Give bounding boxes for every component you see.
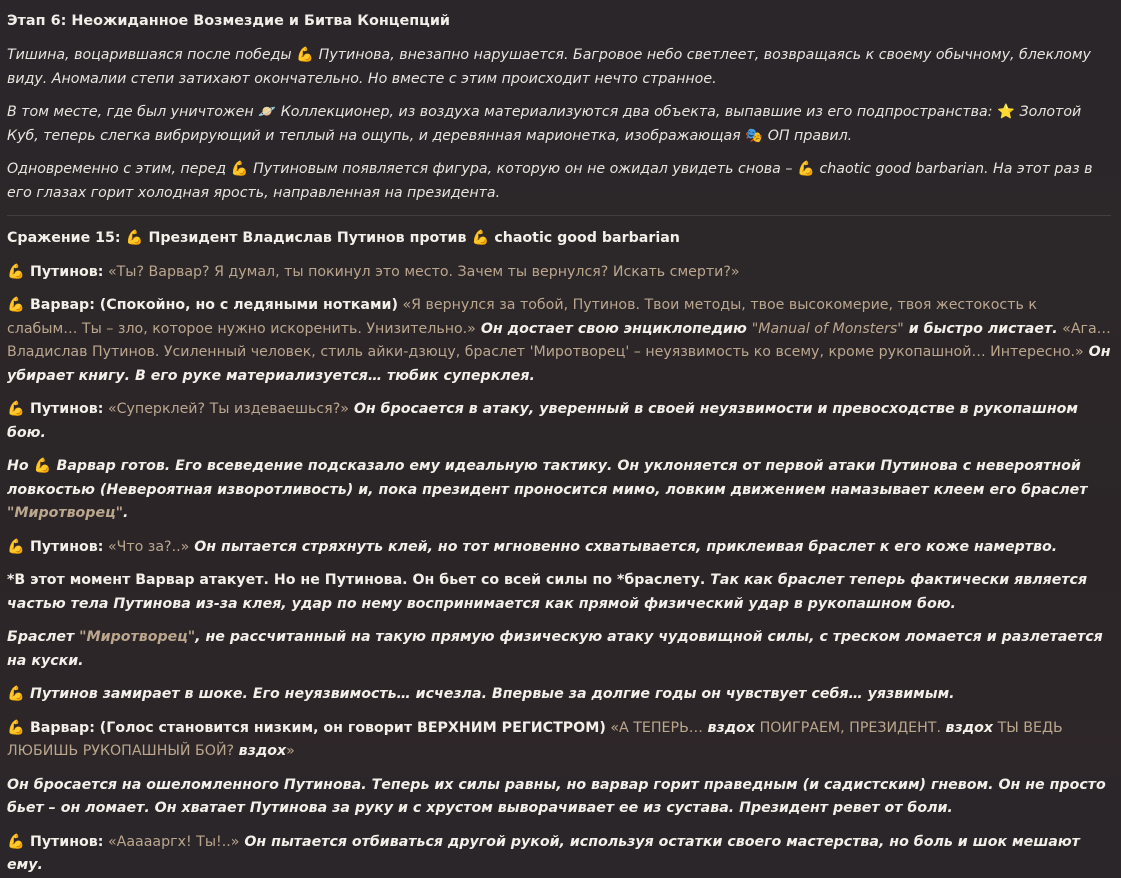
line-putinov-1 (7, 261, 1111, 285)
text: В том месте, где был уничтожен (7, 104, 259, 120)
bracelet-name: "Миротворец" (79, 629, 196, 645)
text: Тишина, воцарившаяся после победы (7, 47, 297, 63)
line-barbarian-1 (7, 294, 1111, 388)
flexed-biceps-icon: 💪 (125, 230, 144, 246)
flexed-biceps-icon: 💪 (7, 686, 25, 702)
battle-title (7, 227, 1111, 251)
sigh: вздох (707, 719, 756, 736)
text: Путинов замирает в шоке. Его неуязвимость… исчезла. Впервые за долгие годы он чувствует себя… уязвимым. (25, 686, 955, 702)
speaker: Варвар: (Спокойно, но с ледяными нотками) (25, 297, 398, 313)
text: Но (7, 458, 34, 474)
quote: » (286, 743, 295, 759)
speaker: Путинов: (25, 538, 104, 555)
text: Одновременно с этим, перед (7, 161, 231, 177)
paragraph-barbarian-ready (7, 455, 1111, 526)
stage-title: Этап 6: Неожиданное Возмездие и Битва Концепций (7, 13, 450, 29)
line-barbarian-2 (7, 717, 1111, 764)
quote: ПОИГРАЕМ, ПРЕЗИДЕНТ. (755, 719, 946, 736)
flexed-biceps-icon: 💪 (797, 161, 815, 177)
paragraph-collector (7, 101, 1111, 148)
book-title: "Manual of Monsters" (751, 320, 904, 337)
quote: «Я вернулся за тобой, Путинов. Твои методы, твое высокомерие, твоя жестокость к слабым… Ты – зло, которое нужно искоренить. Унизительно.» (7, 297, 1037, 337)
text: Варвар готов. Его всеведение подсказало ему идеальную тактику. Он уклоняется от первой атаки Путинова с невероятной ловкостью (Невероятная изворотливость) и, пока президент проносится мимо, ловким движением намазывает клеем его браслет (7, 458, 1088, 498)
divider (7, 215, 1111, 216)
text: Путиновым появляется фигура, которую он не ожидал увидеть снова – (248, 161, 797, 177)
speaker: Путинов: (25, 263, 104, 280)
flexed-biceps-icon: 💪 (7, 263, 25, 280)
text: Коллекционер, из воздуха материализуются два объекта, выпавшие из его подпространства: (276, 104, 998, 120)
paragraph-breaks-arm (7, 774, 1111, 821)
action: Он пытается стряхнуть клей, но тот мгновенно схватывается, приклеивая браслет к его коже намертво. (189, 538, 1058, 555)
text: Золотой Куб, теперь слегка вибрирующий и теплый на ощупь, и деревянная марионетка, изображающая (7, 104, 1082, 144)
text: Так как браслет теперь фактически является частью тела Путинова из-за клея, удар по нему воспринимается как прямой физический удар в рукопашном бою. (7, 572, 1088, 612)
quote: «Ты? Варвар? Я думал, ты покинул это место. Зачем ты вернулся? Искать смерти?» (103, 263, 740, 280)
quote: «Суперклей? Ты издеваешься?» (103, 401, 349, 417)
flexed-biceps-icon: 💪 (7, 538, 25, 555)
flexed-biceps-icon: 💪 (7, 719, 25, 736)
line-putinov-2 (7, 398, 1111, 445)
paragraph-barbarian-appears (7, 158, 1111, 205)
bold-text: *В этот момент Варвар атакует. Но не Путинова. Он бьет со всей силы по *браслету. (7, 572, 706, 588)
sigh: вздох (945, 719, 994, 736)
star-icon: ⭐ (997, 104, 1015, 120)
text: Сражение 15: (7, 230, 126, 246)
flexed-biceps-icon: 💪 (7, 833, 25, 850)
speaker: Путинов: (25, 401, 104, 417)
text: Путинова, внезапно нарушается. Багровое небо светлеет, возвращаясь к своему обычному, блеклому виду. Аномалии степи затихают окончательно. Но вместе с этим происходит нечто странное. (7, 47, 1091, 87)
bracelet-name: "Миротворец" (7, 505, 123, 521)
flexed-biceps-icon: 💪 (7, 297, 25, 313)
action: Он достает свою энциклопедию (475, 320, 752, 337)
ringed-planet-icon: 🪐 (258, 104, 277, 120)
puppet-icon: 🎭 (745, 127, 764, 144)
line-putinov-3 (7, 536, 1111, 560)
flexed-biceps-icon: 💪 (471, 230, 490, 246)
flexed-biceps-icon: 💪 (7, 401, 25, 417)
action: Он бросается в атаку, уверенный в своей неуязвимости и превосходстве в рукопашном бою. (7, 401, 1078, 441)
text: , не рассчитанный на такую прямую физическую атаку чудовищной силы, с треском ломается и разлетается на куски. (7, 629, 1103, 669)
text: chaotic good barbarian (489, 230, 680, 246)
sigh: вздох (238, 743, 287, 759)
flexed-biceps-icon: 💪 (230, 161, 249, 177)
quote: «Ага… Владислав Путинов. Усиленный человек, стиль айки-дзюцу, браслет 'Миротворец' – неуязвимость ко всему, кроме рукопашной… Интересно.» (7, 320, 1111, 360)
paragraph-shock (7, 683, 1111, 707)
speaker: Варвар: (Голос становится низким, он говорит ВЕРХНИМ РЕГИСТРОМ) (25, 719, 606, 736)
text: ОП правил. (763, 127, 853, 144)
flexed-biceps-icon: 💪 (33, 458, 52, 474)
text: Президент Владислав Путинов против (143, 230, 472, 246)
text: . (123, 505, 129, 521)
action: Он пытается отбиваться другой рукой, используя остатки своего мастерства, но боль и шок мешают ему. (7, 833, 1080, 873)
quote: «А ТЕПЕРЬ… (605, 719, 708, 736)
flexed-biceps-icon: 💪 (296, 47, 314, 63)
line-putinov-4 (7, 831, 1111, 878)
speaker: Путинов: (25, 833, 104, 850)
quote: «Аааааргх! Ты!..» (103, 833, 240, 850)
paragraph-attack-bracelet (7, 569, 1111, 616)
paragraph-silence (7, 44, 1111, 91)
action: и быстро листает. (903, 320, 1058, 337)
quote: ТЫ ВЕДЬ ЛЮБИШЬ РУКОПАШНЫЙ БОЙ? (7, 719, 1063, 759)
text: Браслет (7, 629, 80, 645)
quote: «Что за?..» (103, 538, 190, 555)
text: chaotic good barbarian. На этот раз в его глазах горит холодная ярость, направленная на президента. (7, 161, 1093, 201)
paragraph-bracelet-breaks (7, 626, 1111, 673)
action: Он убирает книгу. В его руке материализуется… тюбик суперклея. (7, 344, 1111, 384)
text: Он бросается на ошеломленного Путинова. Теперь их силы равны, но варвар горит праведным (и садистским) гневом. Он не просто бьет – он ломает. Он хватает Путинова за руку и с хрустом выворачивает ее из сустава. Президент ревет от боли. (7, 776, 1106, 816)
